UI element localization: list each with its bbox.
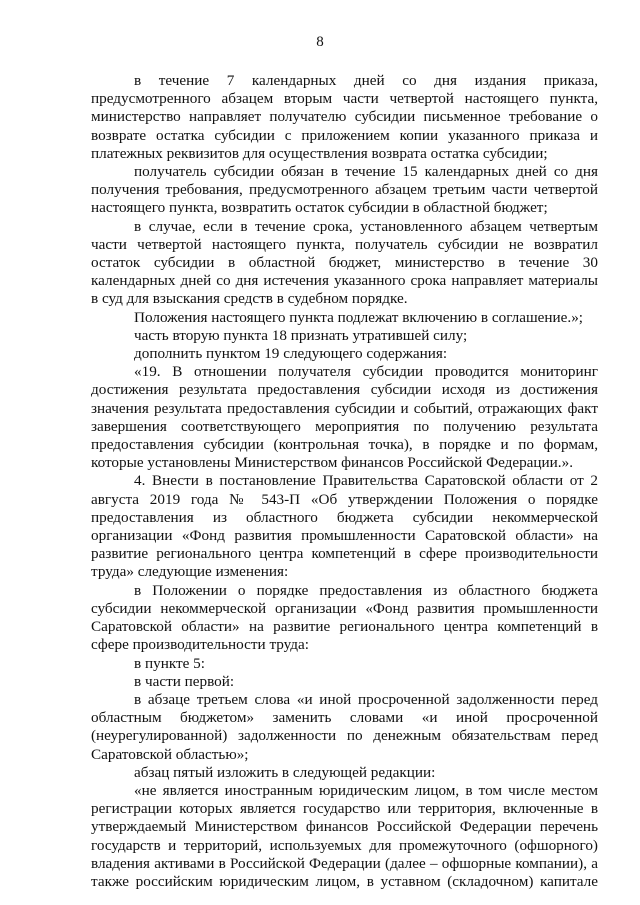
paragraph: в пункте 5: xyxy=(134,654,205,672)
paragraph: в Положении о порядке предоставления из областного бюджета субсидии некоммерческой организации «Фонд развития промышленности Саратовской области» на развитие регионального центра компетенций в сфере производительности труда: xyxy=(91,581,598,654)
paragraph: абзац пятый изложить в следующей редакции: xyxy=(134,763,436,781)
paragraph: дополнить пунктом 19 следующего содержания: xyxy=(134,345,448,363)
page-number: 8 xyxy=(316,34,324,50)
paragraph: получатель субсидии обязан в течение 15 календарных дней со дня получения требования, предусмотренного абзацем третьим части четвертой настоящего пункта, возвратить остаток субсидии в областной бюджет; xyxy=(91,163,598,217)
paragraph: в случае, если в течение срока, установленного абзацем четвертым части четвертой настоящего пункта, получатель субсидии не возвратил остаток субсидии в областной бюджет, министерство в течение 30 календарных дней со дня истечения указанного срока направляет материалы в суд для взыскания средств в судебном порядке. xyxy=(91,217,598,308)
paragraph: в течение 7 календарных дней со дня издания приказа, предусмотренного абзацем вторым части четвертой настоящего пункта, министерство направляет получателю субсидии письменное требование о возврате остатка субсидии с приложением копии указанного приказа и платежных реквизитов для осуществления возврата остатка субсидии; xyxy=(91,72,598,162)
paragraph: в абзаце третьем слова «и иной просроченной задолженности перед областным бюджетом» заменить словами «и иной просроченной (неурегулированной) задолженности по денежным обязательствам перед Саратовской областью»; xyxy=(91,690,598,763)
paragraph: в части первой: xyxy=(134,672,235,690)
paragraph: «19. В отношении получателя субсидии проводится мониторинг достижения результата предоставления субсидии исходя из достижения значения результата предоставления субсидии и событий, отражающих факт завершения соответствующего мероприятия по получению результата предоставления субсидии (контрольная точка), в порядке и по формам, которые установлены Министерством финансов Российской Федерации.». xyxy=(91,363,598,472)
paragraph: часть вторую пункта 18 признать утратившей силу; xyxy=(134,326,468,344)
paragraph: 4. Внести в постановление Правительства Саратовской области от 2 августа 2019 года № 543-П «Об утверждении Положения о порядке предоставления из областного бюджета субсидии некоммерческой организации «Фонд развития промышленности Саратовской области» на развитие регионального центра компетенций в сфере производительности труда» следующие изменения: xyxy=(91,472,598,581)
paragraph: Положения настоящего пункта подлежат включению в соглашение.»; xyxy=(134,308,584,326)
paragraph: «не является иностранным юридическим лицом, в том числе местом регистрации которых является государство или территория, включенные в утверждаемый Министерством финансов Российской Федерации перечень государств и территорий, используемых для промежуточного (офшорного) владения активами в Российской Федерации (далее – офшорные компании), а также российским юридическим лицом, в уставном (складочном) капитале xyxy=(91,781,598,890)
document-body xyxy=(91,72,598,891)
